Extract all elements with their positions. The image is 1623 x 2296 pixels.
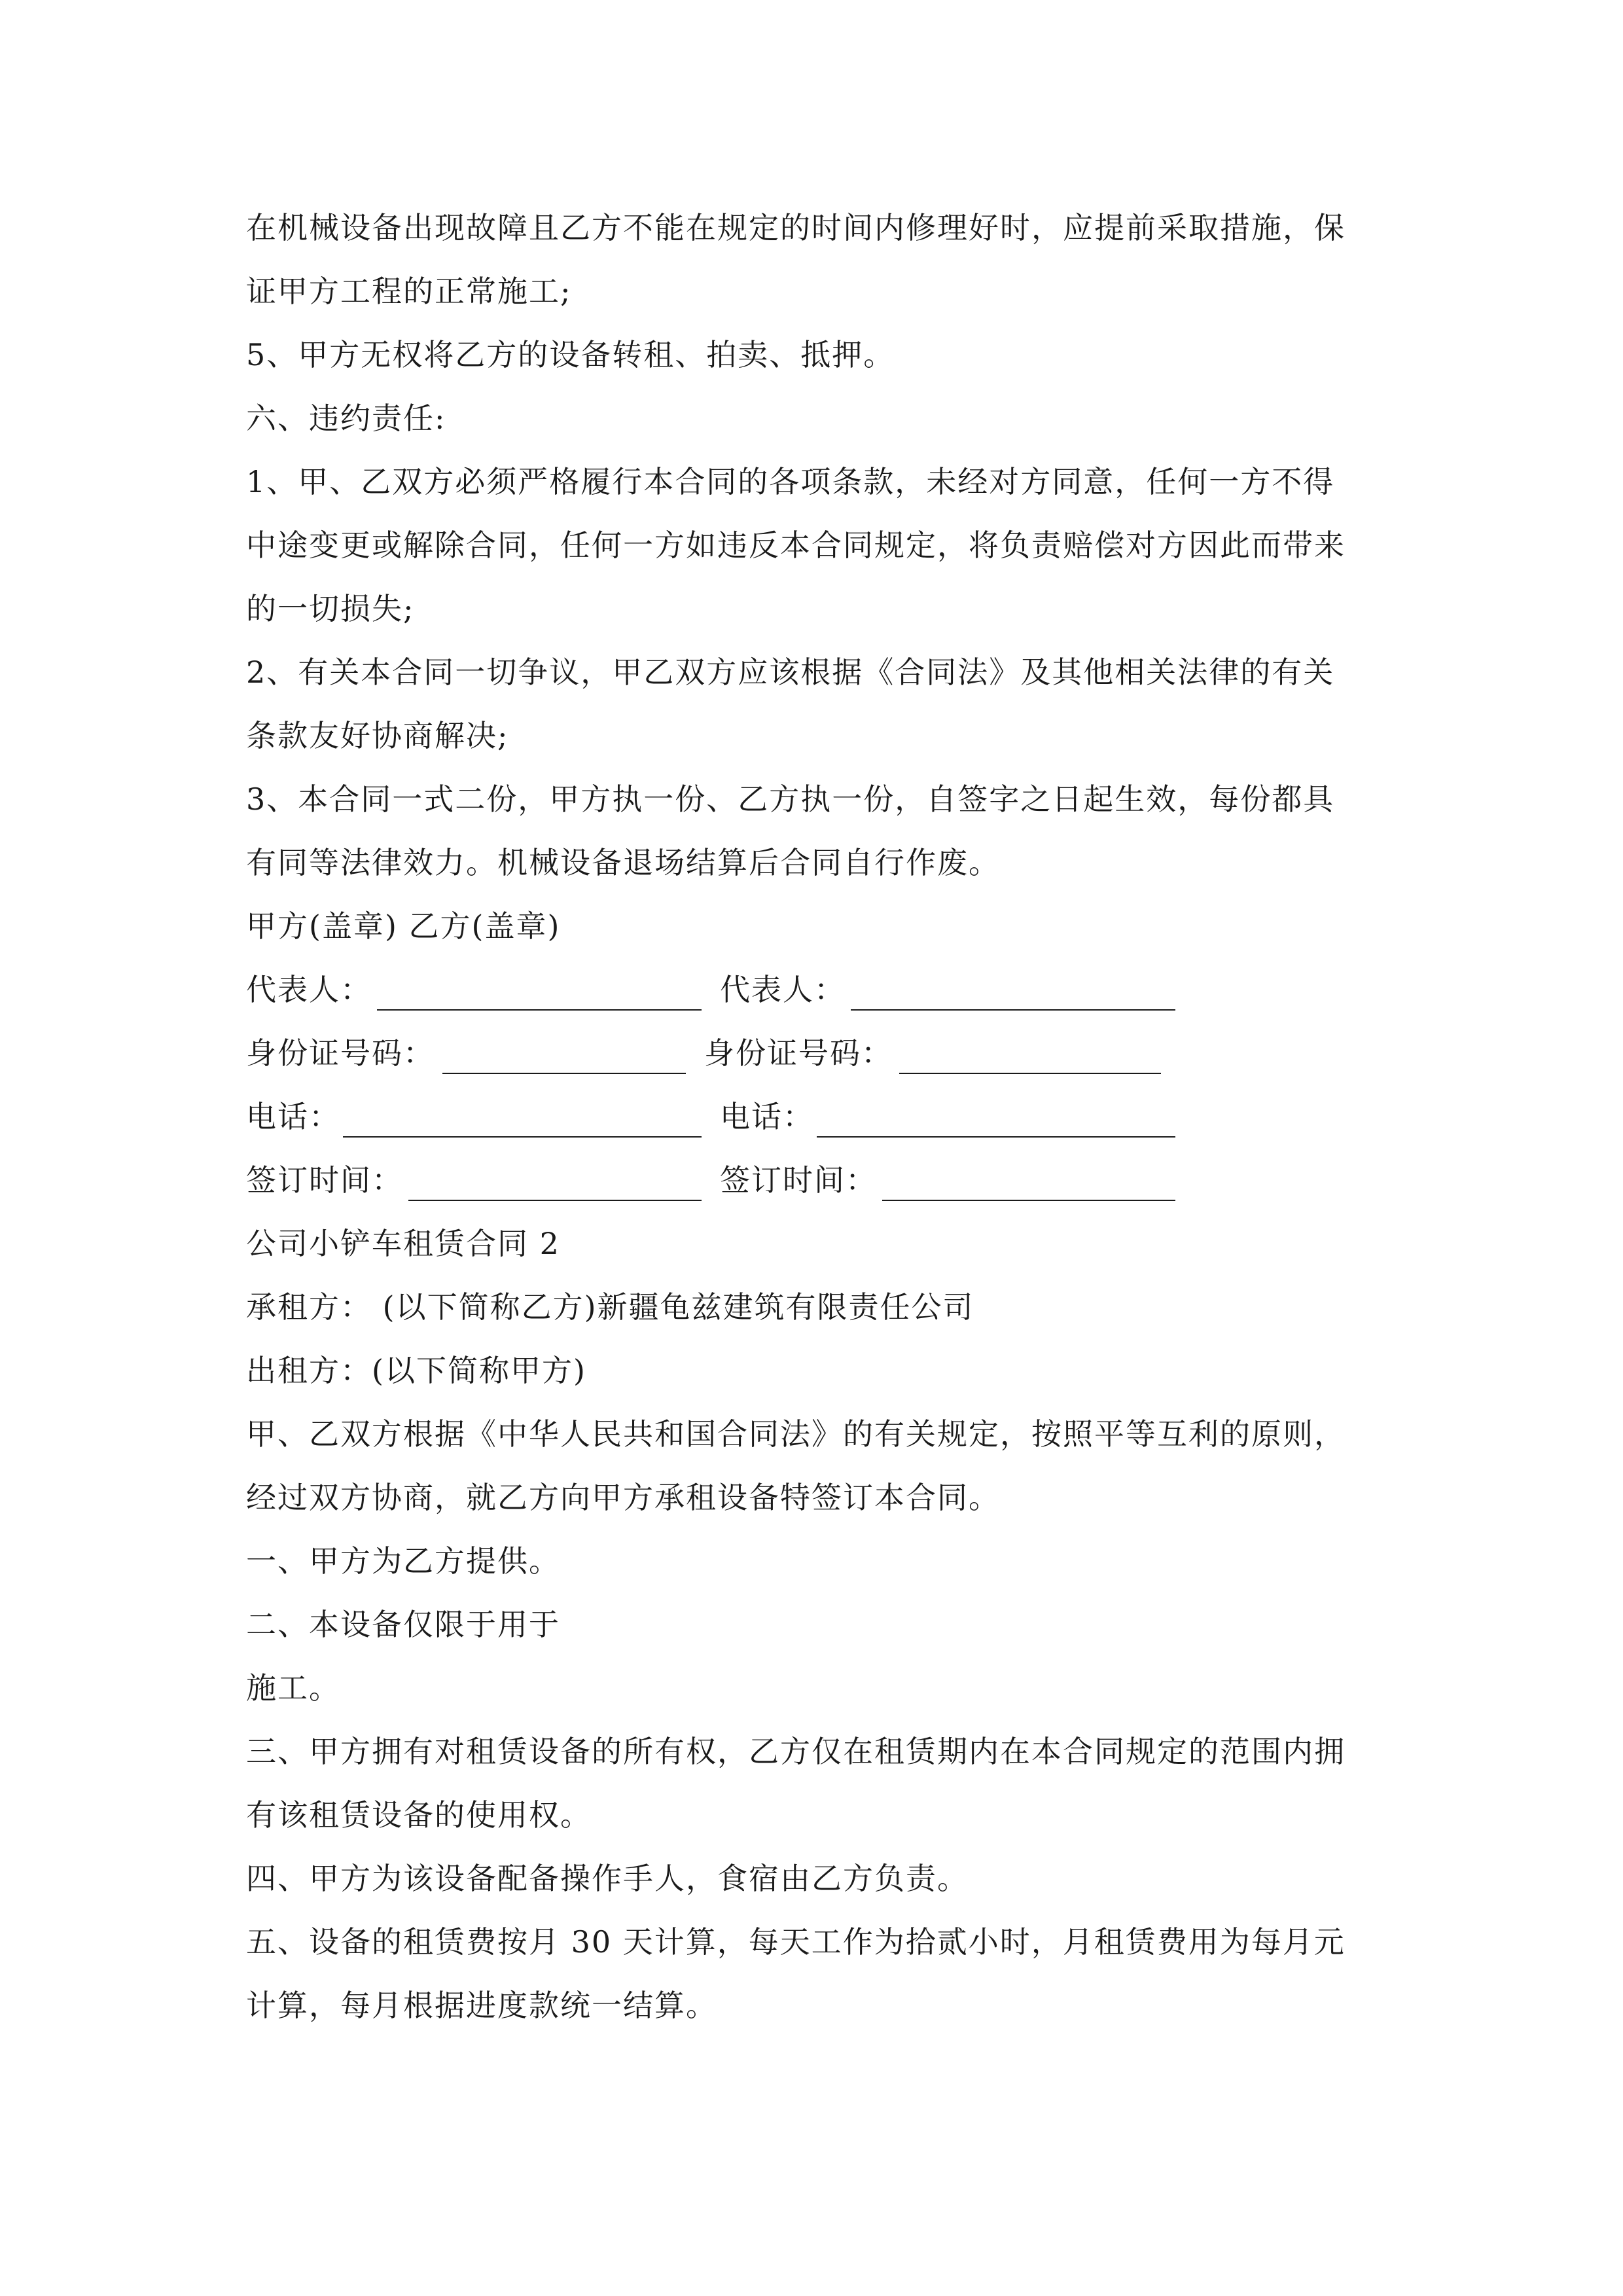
phone-blank-right xyxy=(817,1136,1175,1138)
lessor-line: 出租方：(以下简称甲方) xyxy=(246,1353,586,1388)
id-number-label-left: 身份证号码： xyxy=(246,1035,435,1071)
paragraph-line: 证甲方工程的正常施工; xyxy=(246,274,572,309)
lessee-line: 承租方： (以下简称乙方)新疆龟兹建筑有限责任公司 xyxy=(246,1289,974,1325)
representative-blank-left xyxy=(377,1009,702,1011)
paragraph-line: 的一切损失; xyxy=(246,591,415,626)
phone-label-left: 电话： xyxy=(246,1099,340,1134)
representative-blank-right xyxy=(851,1009,1175,1011)
paragraph-line: 四、甲方为该设备配备操作手人，食宿由乙方负责。 xyxy=(246,1861,969,1896)
paragraph-line: 二、本设备仅限于用于 xyxy=(246,1607,560,1642)
paragraph-line: 五、设备的租赁费按月 30 天计算，每天工作为拾贰小时，月租赁费用为每月元 xyxy=(246,1924,1346,1960)
paragraph-line: 一、甲方为乙方提供。 xyxy=(246,1543,560,1579)
representative-label-right: 代表人： xyxy=(720,972,846,1007)
paragraph-line: 1、甲、乙双方必须严格履行本合同的各项条款，未经对方同意，任何一方不得 xyxy=(246,464,1335,499)
section-heading: 六、违约责任: xyxy=(246,401,446,436)
paragraph-line: 有同等法律效力。机械设备退场结算后合同自行作废。 xyxy=(246,845,1000,880)
paragraph-line: 条款友好协商解决; xyxy=(246,718,509,753)
signature-row-phone xyxy=(246,1085,1378,1149)
signature-row-id-number xyxy=(246,1022,1378,1085)
contract-title: 公司小铲车租赁合同 2 xyxy=(246,1226,560,1261)
sign-date-blank-left xyxy=(408,1200,702,1201)
paragraph-line: 计算，每月根据进度款统一结算。 xyxy=(246,1988,717,2023)
paragraph-line: 2、有关本合同一切争议，甲乙双方应该根据《合同法》及其他相关法律的有关 xyxy=(246,655,1335,690)
phone-label-right: 电话： xyxy=(720,1099,814,1134)
sign-date-blank-right xyxy=(882,1200,1175,1201)
paragraph-line: 在机械设备出现故障且乙方不能在规定的时间内修理好时，应提前采取措施，保 xyxy=(246,210,1346,245)
signature-row-representative xyxy=(246,958,1378,1022)
document-body xyxy=(246,196,1378,2037)
sign-date-label-left: 签订时间： xyxy=(246,1162,403,1198)
paragraph-line: 5、甲方无权将乙方的设备转租、拍卖、抵押。 xyxy=(246,337,895,372)
phone-blank-left xyxy=(343,1136,702,1138)
paragraph-line: 3、本合同一式二份，甲方执一份、乙方执一份，自签字之日起生效，每份都具 xyxy=(246,781,1335,817)
paragraph-line: 三、甲方拥有对租赁设备的所有权，乙方仅在租赁期内在本合同规定的范围内拥 xyxy=(246,1734,1346,1769)
stamp-line: 甲方(盖章) 乙方(盖章) xyxy=(246,908,561,944)
sign-date-label-right: 签订时间： xyxy=(720,1162,877,1198)
id-number-blank-left xyxy=(442,1073,686,1074)
paragraph-line: 有该租赁设备的使用权。 xyxy=(246,1797,592,1833)
paragraph-line: 施工。 xyxy=(246,1670,340,1706)
paragraph-line: 中途变更或解除合同，任何一方如违反本合同规定，将负责赔偿对方因此而带来 xyxy=(246,528,1346,563)
id-number-blank-right xyxy=(899,1073,1161,1074)
signature-row-sign-date xyxy=(246,1149,1378,1212)
id-number-label-right: 身份证号码： xyxy=(704,1035,893,1071)
paragraph-line: 甲、乙双方根据《中华人民共和国合同法》的有关规定，按照平等互利的原则， xyxy=(246,1416,1346,1452)
representative-label-left: 代表人： xyxy=(246,972,372,1007)
paragraph-line: 经过双方协商，就乙方向甲方承租设备特签订本合同。 xyxy=(246,1480,1000,1515)
